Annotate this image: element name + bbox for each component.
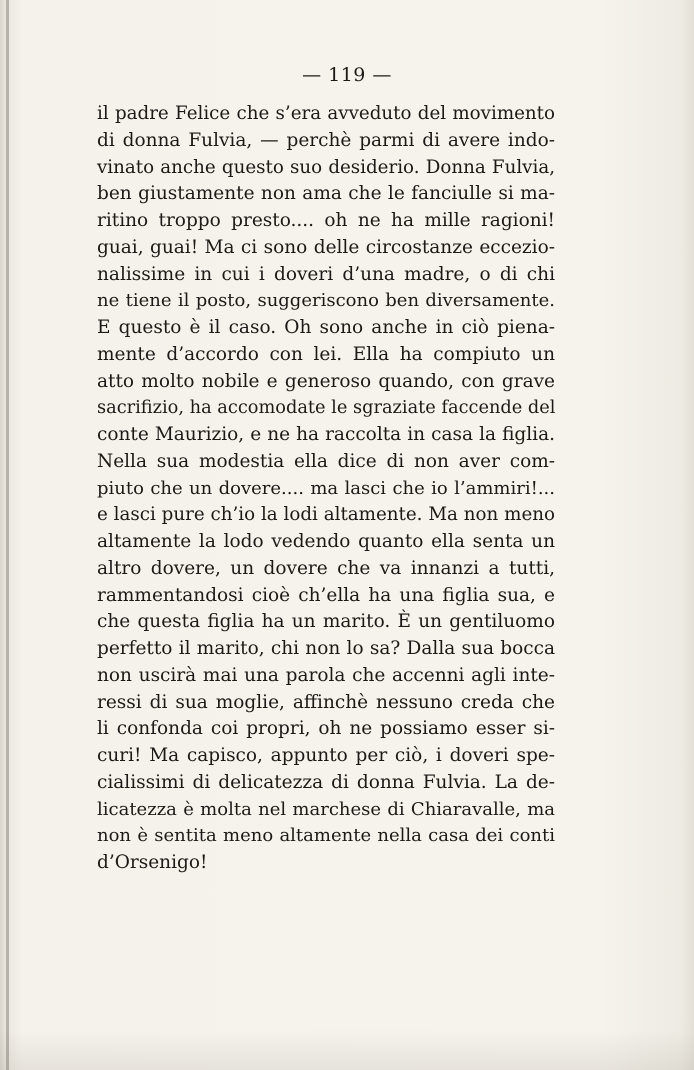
binding-edge (6, 0, 9, 1070)
body-text (97, 101, 555, 877)
text-line: altamente la lodo vedendo quanto ella senta un (97, 531, 555, 552)
text-line: non uscirà mai una parola che accenni agli inte- (97, 664, 555, 686)
text-line: atto molto nobile e generoso quando, con grave (97, 370, 555, 392)
text-line: li confonda coi propri, oh ne possiamo esser si- (97, 718, 555, 740)
text-line: Nella sua modestia ella dice di non aver com- (97, 450, 555, 472)
text-line: rammentandosi cioè ch’ella ha una figlia sua, e (97, 584, 555, 606)
text-line: guai, guai! Ma ci sono delle circostanze eccezio- (97, 236, 555, 258)
text-line: ressi di sua moglie, affinchè nessuno creda che (97, 691, 555, 713)
text-line: e lasci pure ch’io la lodi altamente. Ma non meno (97, 504, 555, 526)
text-line: d’Orsenigo! (97, 852, 208, 873)
text-line: ne tiene il posto, suggeriscono ben diversamente. (97, 290, 555, 312)
text-line: ben giustamente non ama che le fanciulle si ma- (97, 183, 555, 205)
text-line: altro dovere, un dovere che va innanzi a tutti, (97, 557, 555, 579)
text-line: il padre Felice che s’era avveduto del movimento (97, 103, 555, 124)
text-line: piuto che un dovere.... ma lasci che io l’ammiri!... (97, 477, 555, 499)
page-number: — 119 — (302, 64, 392, 86)
text-line: E questo è il caso. Oh sono anche in ciò piena- (97, 317, 555, 338)
text-line: non è sentita meno altamente nella casa dei conti (97, 825, 555, 847)
text-line: nalissime in cui i doveri d’una madre, o di chi (97, 263, 555, 285)
text-line: sacrifizio, ha accomodate le sgraziate faccende del (97, 398, 556, 419)
text-line: conte Maurizio, e ne ha raccolta in casa la figlia. (97, 424, 555, 445)
page-bottom-shadow (0, 1030, 694, 1070)
text-line: vinato anche questo suo desiderio. Donna Fulvia, (97, 156, 555, 178)
text-line: cialissimi di delicatezza di donna Fulvia. La de- (97, 771, 555, 793)
text-line: licatezza è molta nel marchese di Chiaravalle, ma (97, 798, 555, 820)
text-line: ritino troppo presto.... oh ne ha mille ragioni! (97, 210, 555, 231)
text-line: che questa figlia ha un marito. È un gentiluomo (97, 611, 555, 633)
text-line: mente d’accordo con lei. Ella ha compiuto un (97, 343, 555, 365)
text-line: curi! Ma capisco, appunto per ciò, i doveri spe- (97, 745, 555, 766)
text-line: di donna Fulvia, — perchè parmi di avere indo- (97, 129, 555, 151)
text-line: perfetto il marito, chi non lo sa? Dalla sua bocca (97, 638, 555, 659)
